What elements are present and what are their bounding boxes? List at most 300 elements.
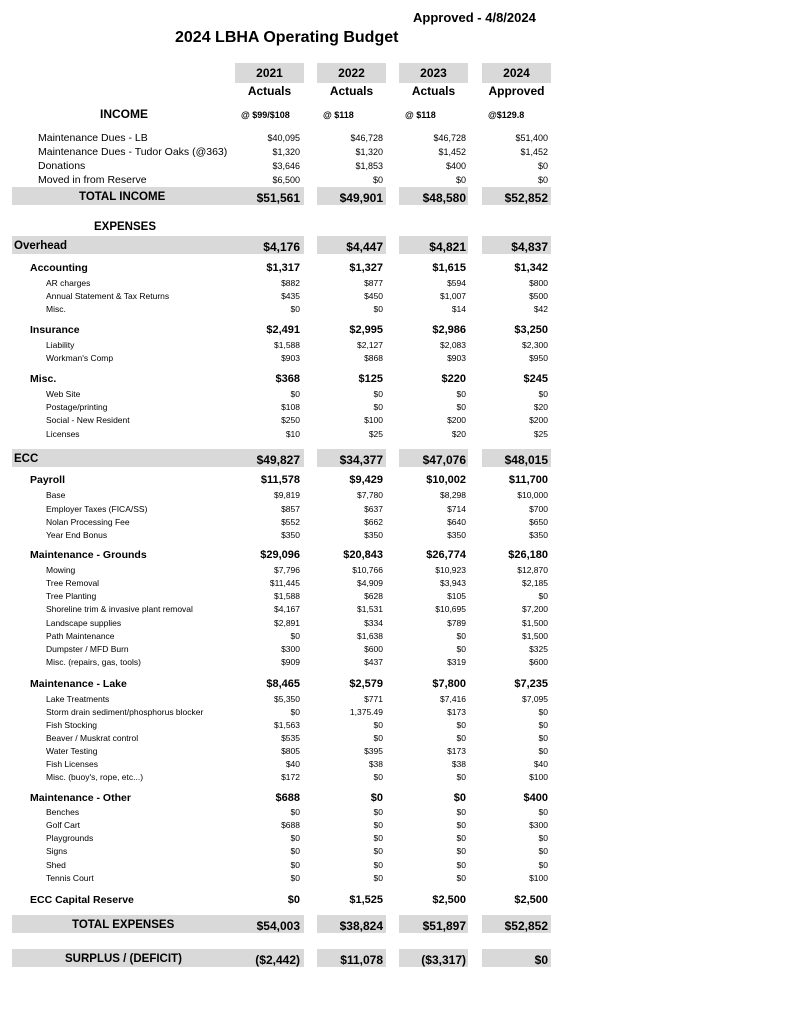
row-value: $0 (456, 720, 466, 730)
row-value: $100 (529, 873, 548, 883)
row-value: $552 (281, 517, 300, 527)
row-value: $1,500 (522, 631, 548, 641)
row-value: $10,000 (517, 490, 548, 500)
row-value: $7,796 (274, 565, 300, 575)
row-label: Nolan Processing Fee (46, 517, 130, 527)
table-row (0, 373, 791, 386)
column-year: 2022 (338, 66, 365, 80)
row-value: $2,300 (522, 340, 548, 350)
row-value: $173 (447, 746, 466, 756)
row-value: $3,250 (514, 324, 548, 336)
row-value: $38 (368, 759, 383, 769)
row-value: $805 (281, 746, 300, 756)
row-value: $9,819 (274, 490, 300, 500)
row-value: $877 (364, 278, 383, 288)
table-row (0, 603, 791, 616)
row-label: Maintenance Dues - Tudor Oaks (@363) (38, 146, 228, 158)
row-value: $10,002 (426, 474, 466, 486)
row-value: $1,525 (349, 894, 383, 906)
row-value: $11,078 (340, 953, 383, 967)
row-label: Accounting (30, 262, 88, 274)
row-label: Donations (38, 160, 86, 172)
row-value: $49,901 (339, 191, 383, 205)
table-row (0, 577, 791, 590)
row-value: $38 (451, 759, 466, 769)
row-value: $0 (373, 860, 383, 870)
table-row (0, 564, 791, 577)
row-label: TOTAL INCOME (79, 191, 166, 203)
row-value: $868 (364, 353, 383, 363)
table-row (0, 656, 791, 669)
row-value: $0 (456, 860, 466, 870)
row-value: $7,200 (522, 604, 548, 614)
page-title: 2024 LBHA Operating Budget (175, 29, 399, 46)
row-value: $350 (447, 530, 466, 540)
row-value: $0 (373, 304, 383, 314)
row-value: $26,774 (426, 549, 466, 561)
row-value: $0 (373, 772, 383, 782)
column-kind: Actuals (247, 84, 292, 98)
row-label: Base (46, 490, 66, 500)
row-value: $0 (456, 772, 466, 782)
row-value: $903 (447, 353, 466, 363)
row-value: $350 (281, 530, 300, 540)
row-value: $0 (538, 833, 548, 843)
table-row (0, 806, 791, 819)
row-value: $51,897 (422, 919, 466, 933)
row-value: $12,870 (517, 565, 548, 575)
row-value: $108 (281, 402, 300, 412)
row-label: Postage/printing (46, 402, 108, 412)
row-value: $300 (529, 820, 548, 830)
table-row (0, 693, 791, 706)
row-value: $800 (529, 278, 548, 288)
row-value: $29,096 (260, 549, 300, 561)
approval-note: Approved - 4/8/2024 (413, 10, 536, 25)
row-value: $0 (456, 833, 466, 843)
row-value: $640 (447, 517, 466, 527)
table-row (0, 872, 791, 885)
table-row (0, 745, 791, 758)
row-value: $0 (537, 175, 548, 185)
row-value: $4,821 (429, 240, 466, 254)
row-value: $0 (370, 792, 383, 804)
column-rate: @$129.8 (488, 110, 525, 120)
table-row (0, 894, 791, 907)
row-value: $48,015 (504, 453, 548, 467)
row-value: $0 (290, 807, 300, 817)
row-value: $8,298 (440, 490, 466, 500)
row-value: $0 (373, 833, 383, 843)
row-value: $0 (290, 631, 300, 641)
column-rate: @ $99/$108 (241, 110, 290, 120)
table-row (0, 262, 791, 275)
row-value: $950 (529, 353, 548, 363)
row-value: $250 (281, 415, 300, 425)
row-value: $46,728 (350, 133, 383, 143)
row-value: $0 (456, 733, 466, 743)
row-value: $1,007 (440, 291, 466, 301)
row-label: Misc. (30, 373, 57, 385)
row-value: $4,447 (346, 240, 383, 254)
row-label: Water Testing (46, 746, 98, 756)
row-value: $628 (364, 591, 383, 601)
row-value: $1,615 (432, 262, 466, 274)
row-label: Dumpster / MFD Burn (46, 644, 129, 654)
table-row (0, 549, 791, 562)
row-value: $52,852 (504, 191, 548, 205)
row-label: Insurance (30, 324, 80, 336)
row-value: $688 (281, 820, 300, 830)
column-kind: Actuals (411, 84, 456, 98)
row-value: $7,780 (357, 490, 383, 500)
row-value: $0 (538, 807, 548, 817)
row-value: $688 (275, 792, 300, 804)
table-row (0, 832, 791, 845)
row-value: $0 (290, 860, 300, 870)
row-value: $0 (456, 846, 466, 856)
row-value: $7,095 (522, 694, 548, 704)
table-row (0, 719, 791, 732)
row-label: Tree Planting (46, 591, 97, 601)
row-value: $368 (275, 373, 300, 385)
row-value: $100 (529, 772, 548, 782)
row-value: $51,561 (256, 191, 300, 205)
row-value: $535 (281, 733, 300, 743)
row-value: $1,452 (438, 147, 466, 157)
row-value: $3,646 (272, 161, 300, 171)
row-value: $173 (447, 707, 466, 717)
table-row (0, 451, 791, 467)
row-value: $1,320 (272, 147, 300, 157)
table-row (0, 303, 791, 316)
table-row (0, 503, 791, 516)
row-value: $0 (538, 707, 548, 717)
row-label: Path Maintenance (46, 631, 115, 641)
row-label: Moved in from Reserve (38, 174, 147, 186)
row-value: $1,531 (357, 604, 383, 614)
row-value: $400 (445, 161, 466, 171)
row-value: $0 (456, 631, 466, 641)
row-value: $10,766 (352, 565, 383, 575)
row-value: $0 (456, 402, 466, 412)
row-value: $46,728 (433, 133, 466, 143)
row-value: $0 (373, 873, 383, 883)
row-value: $11,578 (260, 474, 300, 486)
row-value: $7,235 (514, 678, 548, 690)
row-value: $903 (281, 353, 300, 363)
row-label: Maintenance Dues - LB (38, 132, 148, 144)
table-row (0, 732, 791, 745)
row-value: ($3,317) (421, 953, 466, 967)
table-row (0, 428, 791, 441)
table-row (0, 845, 791, 858)
table-row (0, 643, 791, 656)
row-value: $637 (364, 504, 383, 514)
row-label: SURPLUS / (DEFICIT) (65, 953, 182, 965)
row-value: $10,923 (435, 565, 466, 575)
row-label: Tree Removal (46, 578, 100, 588)
row-value: $600 (364, 644, 383, 654)
row-label: Mowing (46, 565, 76, 575)
row-value: $0 (455, 175, 466, 185)
row-value: $38,824 (339, 919, 383, 933)
row-value: $100 (364, 415, 383, 425)
row-value: $11,700 (508, 474, 548, 486)
row-value: $2,500 (514, 894, 548, 906)
row-value: $9,429 (349, 474, 383, 486)
row-value: $10 (285, 429, 300, 439)
row-value: $52,852 (504, 919, 548, 933)
table-row (0, 146, 791, 159)
row-value: $319 (447, 657, 466, 667)
row-label: Payroll (30, 474, 66, 486)
row-value: $26,180 (508, 549, 548, 561)
row-value: $0 (456, 389, 466, 399)
row-value: $1,500 (522, 618, 548, 628)
row-label: ECC (14, 453, 39, 465)
row-value: $48,580 (422, 191, 466, 205)
row-value: $0 (456, 873, 466, 883)
table-row (0, 678, 791, 691)
table-row (0, 529, 791, 542)
row-value: $400 (523, 792, 548, 804)
row-label: Tennis Court (46, 873, 94, 883)
row-value: $1,638 (357, 631, 383, 641)
row-value: $8,465 (266, 678, 300, 690)
row-value: $1,342 (514, 262, 548, 274)
row-label: Employer Taxes (FICA/SS) (46, 504, 148, 514)
row-label: Licenses (46, 429, 80, 439)
row-value: $909 (281, 657, 300, 667)
row-value: 1,375.49 (349, 707, 383, 717)
row-value: $14 (451, 304, 466, 314)
row-value: $4,176 (263, 240, 300, 254)
row-value: $20 (451, 429, 466, 439)
row-label: Landscape supplies (46, 618, 122, 628)
row-label: Fish Stocking (46, 720, 98, 730)
row-value: $40,095 (267, 133, 300, 143)
table-row (0, 474, 791, 487)
expenses-heading: EXPENSES (94, 221, 156, 233)
table-row (0, 516, 791, 529)
table-row (0, 951, 791, 967)
row-value: $1,452 (520, 147, 548, 157)
row-value: $10,695 (435, 604, 466, 614)
table-row (0, 917, 791, 933)
row-value: $594 (447, 278, 466, 288)
row-value: $34,377 (339, 453, 383, 467)
row-label: Signs (46, 846, 68, 856)
table-row (0, 771, 791, 784)
row-value: $0 (538, 591, 548, 601)
row-value: $11,445 (269, 578, 300, 588)
row-value: $2,185 (522, 578, 548, 588)
income-heading: INCOME (100, 107, 148, 121)
table-row (0, 339, 791, 352)
row-value: $0 (538, 746, 548, 756)
row-label: Maintenance - Grounds (30, 549, 147, 561)
table-row (0, 352, 791, 365)
row-value: $771 (364, 694, 383, 704)
row-label: Workman's Comp (46, 353, 114, 363)
row-label: Golf Cart (46, 820, 81, 830)
row-value: $0 (373, 820, 383, 830)
row-value: $0 (287, 894, 300, 906)
row-value: $20 (533, 402, 548, 412)
table-row (0, 290, 791, 303)
row-value: $0 (372, 175, 383, 185)
row-value: $857 (281, 504, 300, 514)
row-label: Shoreline trim & invasive plant removal (46, 604, 193, 614)
row-value: $0 (373, 733, 383, 743)
row-value: $0 (290, 389, 300, 399)
row-value: $3,943 (440, 578, 466, 588)
row-value: $0 (290, 873, 300, 883)
row-value: $0 (373, 720, 383, 730)
table-row (0, 489, 791, 502)
row-value: $2,500 (432, 894, 466, 906)
row-value: $7,416 (440, 694, 466, 704)
table-row (0, 324, 791, 337)
row-value: $0 (373, 402, 383, 412)
row-value: $662 (364, 517, 383, 527)
row-value: $2,083 (440, 340, 466, 350)
row-value: $25 (533, 429, 548, 439)
table-row (0, 617, 791, 630)
row-label: Storm drain sediment/phosphorus blocker (46, 707, 204, 717)
row-value: $0 (456, 644, 466, 654)
row-value: $4,837 (511, 240, 548, 254)
table-row (0, 277, 791, 290)
column-year: 2021 (256, 66, 283, 80)
row-label: Misc. (buoy's, rope, etc...) (46, 772, 144, 782)
row-value: $1,853 (355, 161, 383, 171)
table-row (0, 414, 791, 427)
row-label: Year End Bonus (46, 530, 108, 540)
row-value: $49,827 (256, 453, 300, 467)
column-year: 2023 (420, 66, 447, 80)
table-row (0, 388, 791, 401)
row-value: $450 (364, 291, 383, 301)
table-row (0, 859, 791, 872)
row-value: $0 (290, 833, 300, 843)
row-value: $0 (373, 846, 383, 856)
row-value: $40 (285, 759, 300, 769)
row-value: $334 (364, 618, 383, 628)
row-value: $437 (364, 657, 383, 667)
row-value: $435 (281, 291, 300, 301)
row-value: $172 (281, 772, 300, 782)
row-label: Overhead (14, 240, 68, 252)
row-value: $2,986 (432, 324, 466, 336)
row-value: $1,317 (266, 262, 300, 274)
row-label: TOTAL EXPENSES (72, 919, 175, 931)
row-label: ECC Capital Reserve (30, 894, 134, 906)
row-value: $350 (364, 530, 383, 540)
table-row (0, 630, 791, 643)
row-label: Annual Statement & Tax Returns (46, 291, 170, 301)
row-value: $500 (529, 291, 548, 301)
row-label: Social - New Resident (46, 415, 130, 425)
row-label: Shed (46, 860, 66, 870)
row-value: $1,588 (274, 591, 300, 601)
row-value: $245 (523, 373, 548, 385)
row-value: $200 (447, 415, 466, 425)
row-value: $1,563 (274, 720, 300, 730)
row-value: $6,500 (272, 175, 300, 185)
row-value: $2,127 (357, 340, 383, 350)
row-label: Beaver / Muskrat control (46, 733, 139, 743)
row-label: Playgrounds (46, 833, 94, 843)
row-value: $1,588 (274, 340, 300, 350)
row-value: $0 (290, 846, 300, 856)
row-value: $395 (364, 746, 383, 756)
row-value: $300 (281, 644, 300, 654)
row-value: $0 (456, 820, 466, 830)
row-value: $4,167 (274, 604, 300, 614)
row-value: $0 (537, 161, 548, 171)
row-value: $0 (534, 953, 548, 967)
table-row (0, 238, 791, 254)
row-label: Web Site (46, 389, 81, 399)
row-label: Maintenance - Lake (30, 678, 127, 690)
row-value: $600 (529, 657, 548, 667)
row-value: $42 (533, 304, 548, 314)
column-kind: Actuals (329, 84, 374, 98)
row-value: $0 (290, 304, 300, 314)
row-value: $0 (456, 807, 466, 817)
row-value: $0 (373, 389, 383, 399)
column-rate: @ $118 (405, 110, 436, 120)
row-value: $200 (529, 415, 548, 425)
row-value: $105 (447, 591, 466, 601)
row-label: AR charges (46, 278, 91, 288)
table-row (0, 132, 791, 145)
row-label: Misc. (46, 304, 66, 314)
row-value: $0 (538, 720, 548, 730)
row-value: $325 (529, 644, 548, 654)
table-row (0, 160, 791, 173)
row-value: $2,491 (266, 324, 300, 336)
row-label: Maintenance - Other (30, 792, 131, 804)
table-row (0, 792, 791, 805)
row-value: $7,800 (432, 678, 466, 690)
column-kind: Approved (488, 84, 545, 98)
row-value: $789 (447, 618, 466, 628)
row-value: $51,400 (515, 133, 548, 143)
row-value: $47,076 (422, 453, 466, 467)
row-value: $0 (290, 707, 300, 717)
row-value: $125 (358, 373, 383, 385)
column-rate: @ $118 (323, 110, 354, 120)
row-value: $0 (538, 389, 548, 399)
row-label: Fish Licenses (46, 759, 98, 769)
row-value: $5,350 (274, 694, 300, 704)
table-row (0, 189, 791, 205)
table-row (0, 758, 791, 771)
row-value: $650 (529, 517, 548, 527)
row-value: $0 (538, 733, 548, 743)
table-row (0, 706, 791, 719)
row-value: $40 (533, 759, 548, 769)
row-value: $714 (447, 504, 466, 514)
row-value: $1,320 (355, 147, 383, 157)
column-year: 2024 (503, 66, 530, 80)
row-label: Liability (46, 340, 75, 350)
row-value: $882 (281, 278, 300, 288)
row-value: $54,003 (256, 919, 300, 933)
